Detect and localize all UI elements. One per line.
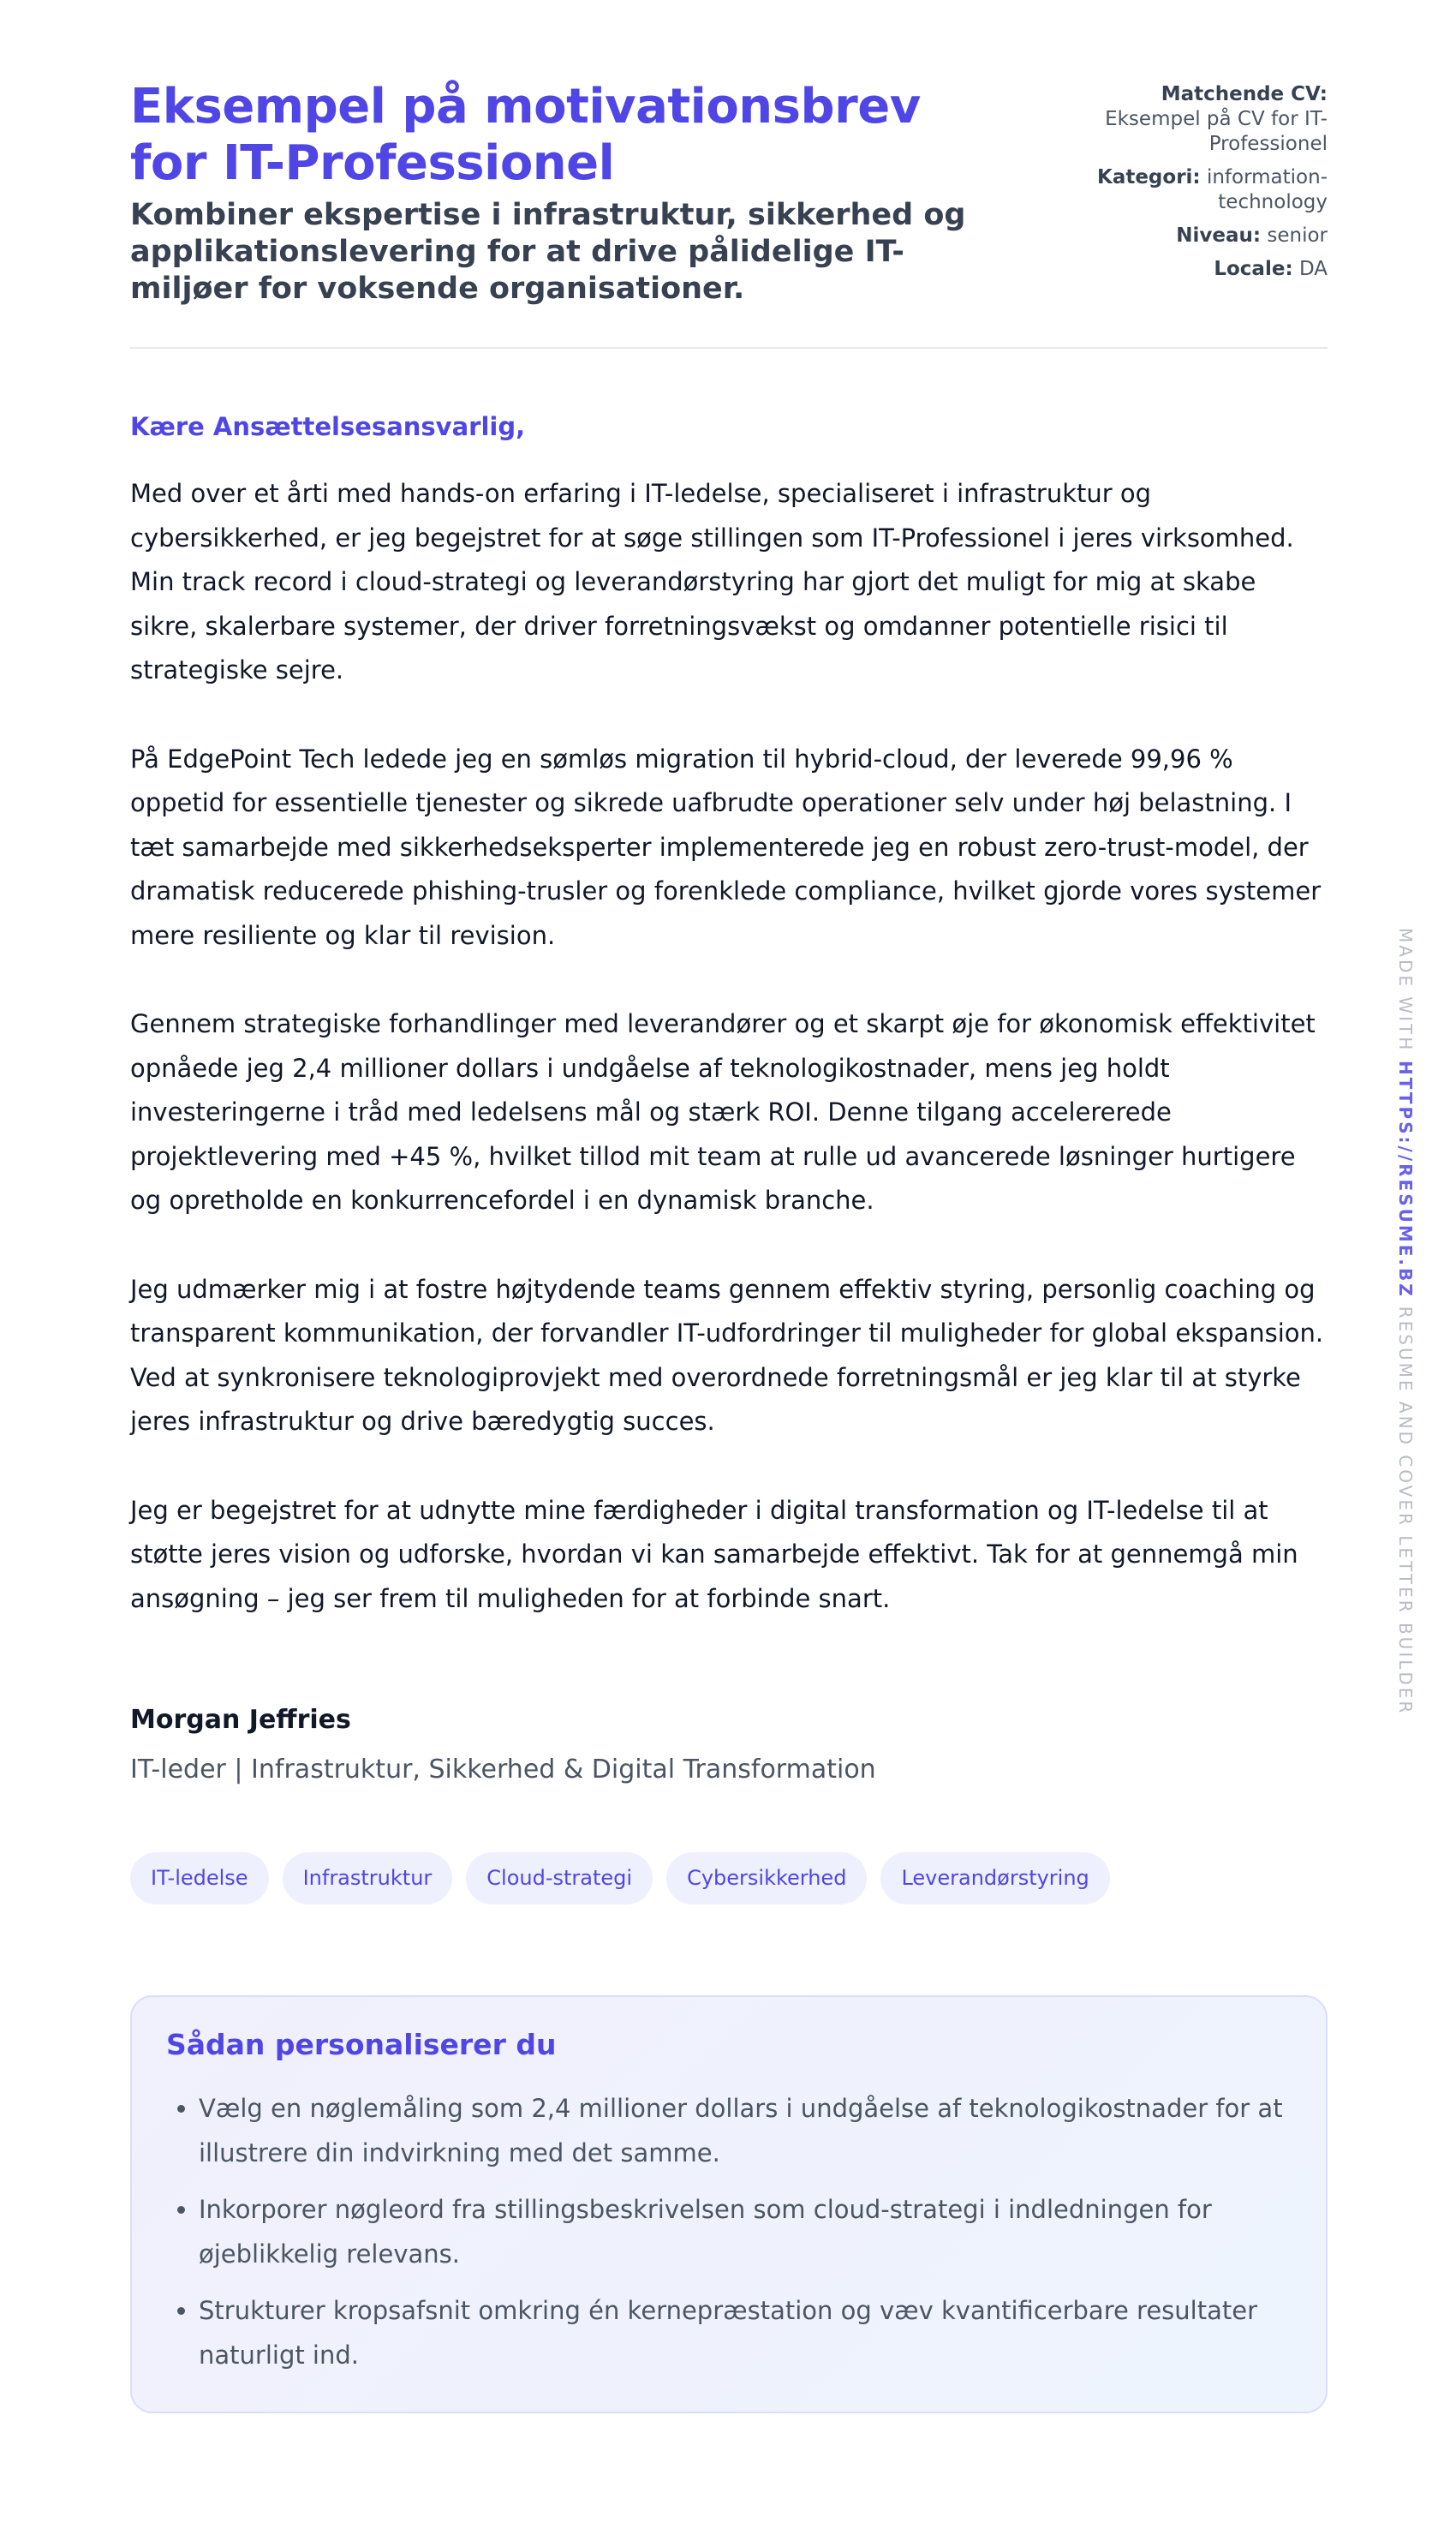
tip-item: • Strukturer kropsafsnit omkring én kernepræstation og væv kvantificerbare resultater naturligt ind. bbox=[199, 2288, 1292, 2377]
letter-paragraph: Gennem strategiske forhandlinger med leverandører og et skarpt øje for økonomisk effektivitet opnåede jeg 2,4 millioner dollars i undgåelse af teknologikostnader, mens jeg holdt investeringerne i tråd med ledelsens mål og stærk ROI. Denne tilgang accelererede projektlevering med +45 %, hvilket tillod mit team at rulle ud avancerede løsninger hurtigere og opretholde en konkurrencefordel i en dynamisk branche. bbox=[130, 1009, 1316, 1215]
letter-paragraph: På EdgePoint Tech ledede jeg en sømløs migration til hybrid-cloud, der leverede 99,96 % oppetid for essentielle tjenester og sikrede uafbrudte operationer selv under høj belastning. I tæt samarbejde med sikkerhedseksperter implementerede jeg en robust zero-trust-model, der dramatisk reducerede phishing-trusler og forenklede compliance, hvilket gjorde vores systemer mere resiliente og klar til revision. bbox=[130, 744, 1322, 950]
skill-tag[interactable]: Infrastruktur bbox=[283, 1852, 453, 1904]
meta-level-value: senior bbox=[1267, 224, 1328, 247]
page-subtitle: Kombiner ekspertise i infrastruktur, sikkerhed og applikationslevering for at drive pålidelige IT-miljøer for voksende organisationer. bbox=[130, 198, 966, 306]
skill-tag[interactable]: Leverandørstyring bbox=[880, 1852, 1109, 1904]
tips-title: Sådan personaliserer du bbox=[166, 2028, 557, 2061]
signature-title: IT-leder | Infrastruktur, Sikkerhed & Digital Transformation bbox=[130, 1755, 876, 1785]
watermark-prefix: MADE WITH bbox=[1395, 928, 1416, 1053]
watermark-link[interactable]: HTTPS://RESUME.BZ bbox=[1395, 1060, 1416, 1299]
meta-category-label: Kategori: bbox=[1097, 166, 1201, 188]
title-block bbox=[130, 79, 995, 308]
page-header bbox=[130, 79, 1328, 349]
meta-locale-label: Locale: bbox=[1214, 258, 1293, 280]
letter-paragraph: Med over et årti med hands-on erfaring i IT-ledelse, specialiseret i infrastruktur og cybersikkerhed, er jeg begejstret for at søge stillingen som IT-Professionel i jeres virksomhed. Min track record i cloud-strategi og leverandørstyring har gjort det muligt for mig at skabe sikre, skalerbare systemer, der driver forretningsvækst og omdanner potentielle risici til strategiske sejre. bbox=[130, 479, 1294, 685]
made-with-watermark bbox=[1395, 928, 1416, 1716]
skill-tag[interactable]: Cybersikkerhed bbox=[666, 1852, 867, 1904]
skill-tag[interactable]: IT-ledelse bbox=[130, 1852, 269, 1904]
cover-letter-page bbox=[130, 79, 1328, 2413]
meta-panel bbox=[1053, 82, 1328, 290]
meta-category-value: information-technology bbox=[1206, 166, 1328, 213]
watermark-suffix: RESUME AND COVER LETTER BUILDER bbox=[1395, 1306, 1416, 1716]
skill-tags bbox=[130, 1852, 1328, 1904]
signature-block bbox=[130, 1703, 1328, 1787]
letter-body bbox=[130, 472, 1328, 1621]
page-title: Eksempel på motivationsbrev for IT-Professionel bbox=[130, 79, 921, 191]
meta-cv-value[interactable]: Eksempel på CV for IT-Professionel bbox=[1105, 108, 1328, 155]
meta-level-label: Niveau: bbox=[1176, 224, 1262, 247]
meta-locale-value: DA bbox=[1298, 258, 1328, 280]
meta-locale bbox=[1053, 257, 1328, 282]
letter-paragraph: Jeg er begejstret for at udnytte mine færdigheder i digital transformation og IT-ledelse til at støtte jeres vision og udforske, hvordan vi kan samarbejde effektivt. Tak for at gennemgå min ansøgning – jeg ser frem til muligheden for at forbinde snart. bbox=[130, 1495, 1298, 1613]
meta-level bbox=[1053, 224, 1328, 248]
personalization-tips-card bbox=[130, 1995, 1328, 2413]
meta-category bbox=[1053, 165, 1328, 215]
signature-name: Morgan Jeffries bbox=[130, 1705, 351, 1735]
skill-tag[interactable]: Cloud-strategi bbox=[466, 1852, 653, 1904]
tip-item: • Vælg en nøglemåling som 2,4 millioner dollars i undgåelse af teknologikostnader for at illustrere din indvirkning med det samme. bbox=[199, 2086, 1292, 2175]
meta-cv-label: Matchende CV: bbox=[1161, 83, 1328, 105]
tips-list bbox=[166, 2086, 1292, 2377]
letter-paragraph: Jeg udmærker mig i at fostre højtydende teams gennem effektiv styring, personlig coaching og transparent kommunikation, der forvandler IT-udfordringer til muligheder for global ekspansion. Ved at synkronisere teknologiprovjekt med overordnede forretningsmål er jeg klar til at styrke jeres infrastruktur og drive bæredygtig succes. bbox=[130, 1274, 1324, 1436]
tip-item: • Inkorporer nøgleord fra stillingsbeskrivelsen som cloud-strategi i indledningen for øjeblikkelig relevans. bbox=[199, 2187, 1292, 2276]
meta-matching-cv bbox=[1053, 82, 1328, 157]
letter-greeting: Kære Ansættelsesansvarlig, bbox=[130, 412, 526, 441]
